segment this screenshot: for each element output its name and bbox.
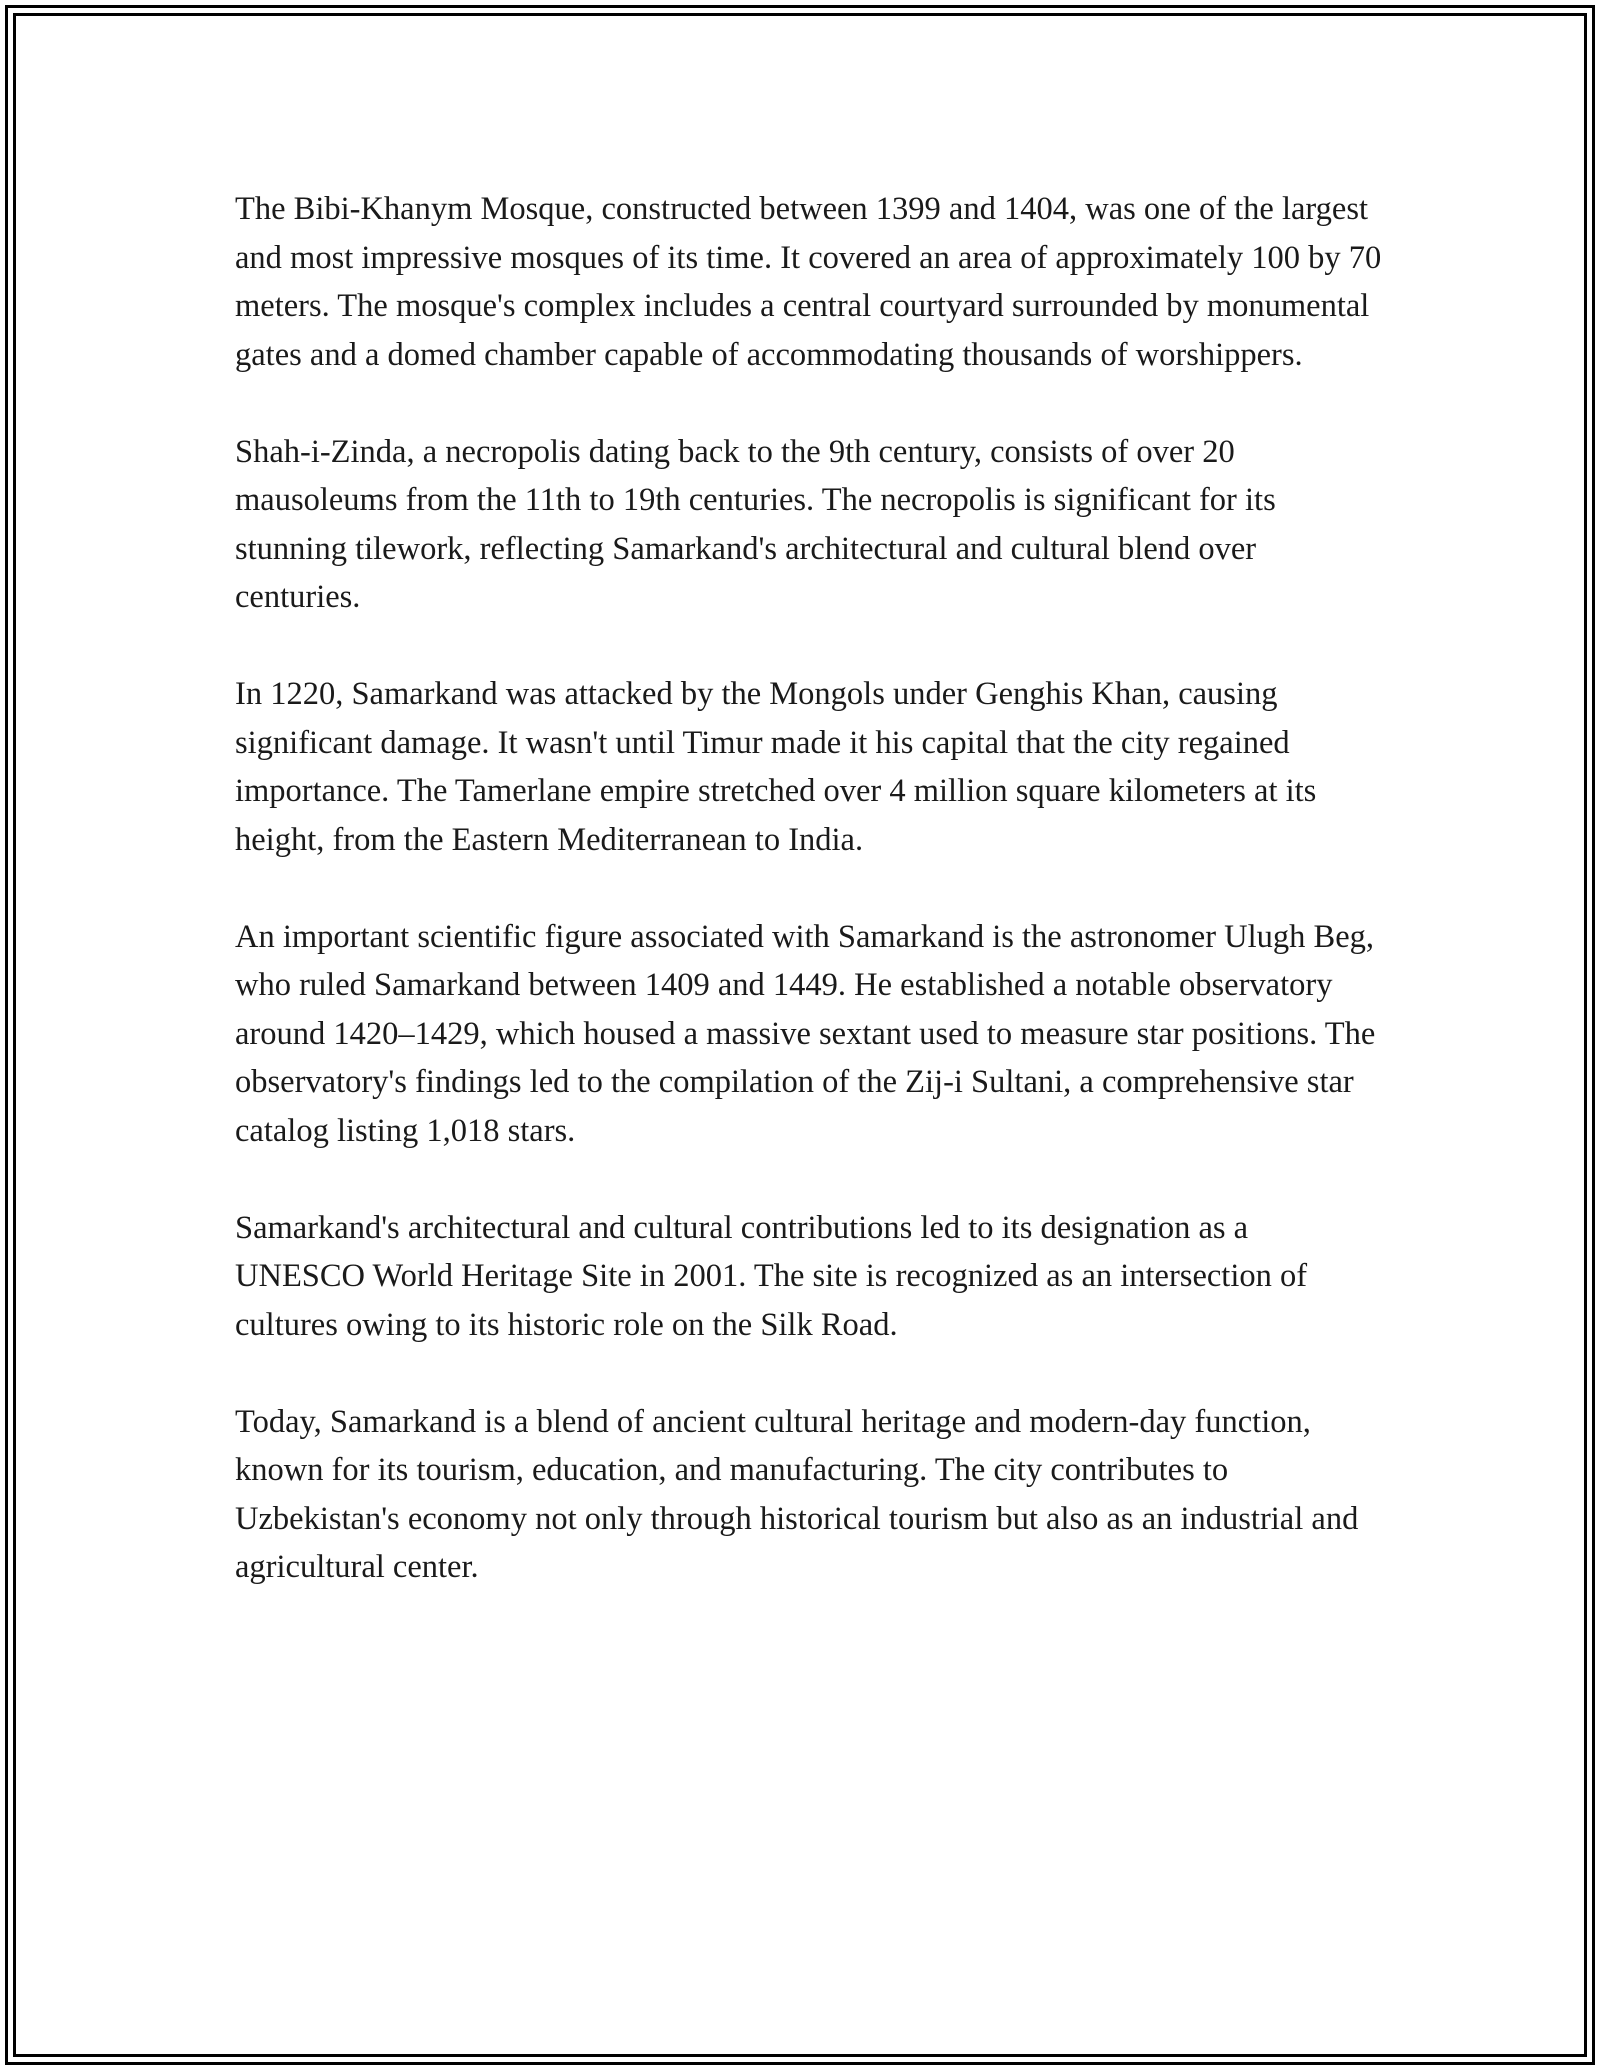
document-body — [235, 185, 1385, 1592]
paragraph-samarkand-today: Today, Samarkand is a blend of ancient cultural heritage and modern-day function, known for its tourism, education, and manufacturing. The city contributes to Uzbekistan's economy not only through historical tourism but also as an industrial and agricultural center. — [235, 1403, 1359, 1585]
paragraph-unesco-heritage: Samarkand's architectural and cultural contributions led to its designation as a UNESCO World Heritage Site in 2001. The site is recognized as an intersection of cultures owing to its historic role on the Silk Road. — [235, 1209, 1308, 1343]
paragraph-shah-i-zinda: Shah-i-Zinda, a necropolis dating back to the 9th century, consists of over 20 mausoleums from the 11th to 19th centuries. The necropolis is significant for its stunning tilework, reflecting Samarkand's architectural and cultural blend over centuries. — [235, 433, 1276, 615]
paragraph-mongol-attack-timur: In 1220, Samarkand was attacked by the Mongols under Genghis Khan, causing significant damage. It wasn't until Timur made it his capital that the city regained importance. The Tamerlane empire stretched over 4 million square kilometers at its height, from the Eastern Mediterranean to India. — [235, 676, 1317, 858]
paragraph-bibi-khanym-mosque: The Bibi-Khanym Mosque, constructed between 1399 and 1404, was one of the largest and most impressive mosques of its time. It covered an area of approximately 100 by 70 meters. The mosque's complex includes a central courtyard surrounded by monumental gates and a domed chamber capable of accommodating thousands of worshippers. — [235, 191, 1382, 373]
paragraph-ulugh-beg-observatory: An important scientific figure associated with Samarkand is the astronomer Ulugh Beg, who ruled Samarkand between 1409 and 1449. He established a notable observatory around 1420–1429, which housed a massive sextant used to measure star positions. The observatory's findings led to the compilation of the Zij-i Sultani, a comprehensive star catalog listing 1,018 stars. — [235, 918, 1376, 1149]
